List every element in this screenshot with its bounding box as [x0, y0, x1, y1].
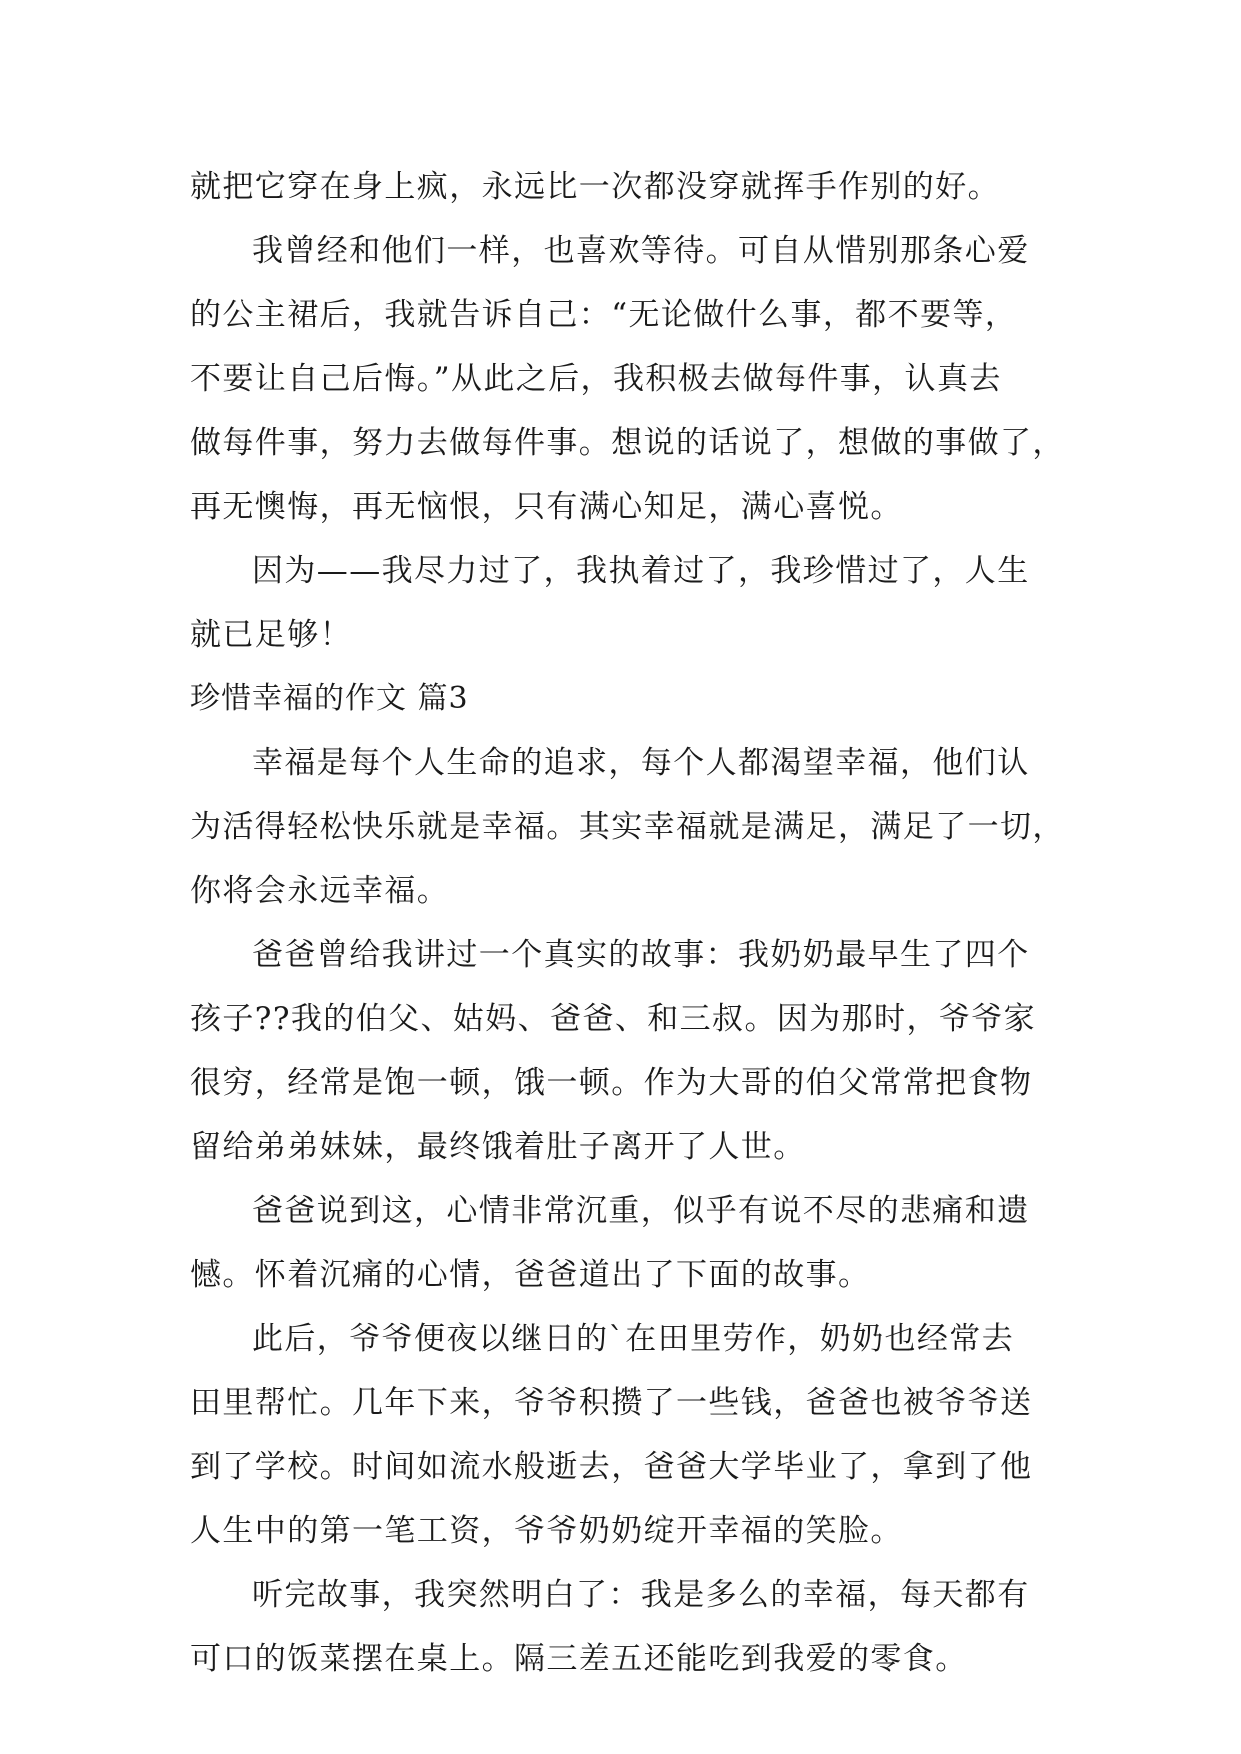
body-text-line: 田里帮忙。几年下来，爷爷积攒了一些钱，爸爸也被爷爷送	[190, 1385, 1033, 1421]
paragraph-first-line: 因为——我尽力过了，我执着过了，我珍惜过了，人生	[252, 553, 1030, 589]
body-text-line: 很穷，经常是饱一顿，饿一顿。作为大哥的伯父常常把食物	[190, 1065, 1033, 1101]
body-text-line: 的公主裙后，我就告诉自己：“无论做什么事，都不要等，	[190, 297, 1018, 333]
paragraph-first-line: 听完故事，我突然明白了：我是多么的幸福，每天都有	[252, 1577, 1030, 1613]
section-heading: 珍惜幸福的作文 篇3	[190, 681, 469, 716]
body-text-line: 就把它穿在身上疯，永远比一次都没穿就挥手作别的好。	[190, 169, 1000, 205]
body-text-line: 到了学校。时间如流水般逝去，爸爸大学毕业了，拿到了他	[190, 1449, 1033, 1485]
body-text-line: 人生中的第一笔工资，爷爷奶奶绽开幸福的笑脸。	[190, 1513, 903, 1549]
paragraph-first-line: 我曾经和他们一样，也喜欢等待。可自从惜别那条心爱	[252, 233, 1030, 269]
paragraph-first-line: 此后，爷爷便夜以继日的`在田里劳作，奶奶也经常去	[252, 1321, 1015, 1357]
body-text-line: 可口的饭菜摆在桌上。隔三差五还能吃到我爱的零食。	[190, 1641, 968, 1677]
body-text-line: 孩子??我的伯父、姑妈、爸爸、和三叔。因为那时，爷爷家	[190, 1001, 1037, 1037]
body-text-line: 再无懊悔，再无恼恨，只有满心知足，满心喜悦。	[190, 489, 903, 525]
paragraph-first-line: 幸福是每个人生命的追求，每个人都渴望幸福，他们认	[252, 745, 1030, 781]
body-text-line: 就已足够！	[190, 617, 352, 653]
body-text-line: 留给弟弟妹妹，最终饿着肚子离开了人世。	[190, 1129, 806, 1165]
body-text-line: 你将会永远幸福。	[190, 873, 450, 909]
paragraph-first-line: 爸爸曾给我讲过一个真实的故事：我奶奶最早生了四个	[252, 937, 1030, 973]
body-text-line: 做每件事，努力去做每件事。想说的话说了，想做的事做了，	[190, 425, 1065, 461]
paragraph-first-line: 爸爸说到这，心情非常沉重，似乎有说不尽的悲痛和遗	[252, 1193, 1030, 1229]
body-text-line: 憾。怀着沉痛的心情，爸爸道出了下面的故事。	[190, 1257, 871, 1293]
body-text-line: 为活得轻松快乐就是幸福。其实幸福就是满足，满足了一切，	[190, 809, 1065, 845]
body-text-line: 不要让自己后悔。”从此之后，我积极去做每件事，认真去	[190, 361, 1002, 397]
